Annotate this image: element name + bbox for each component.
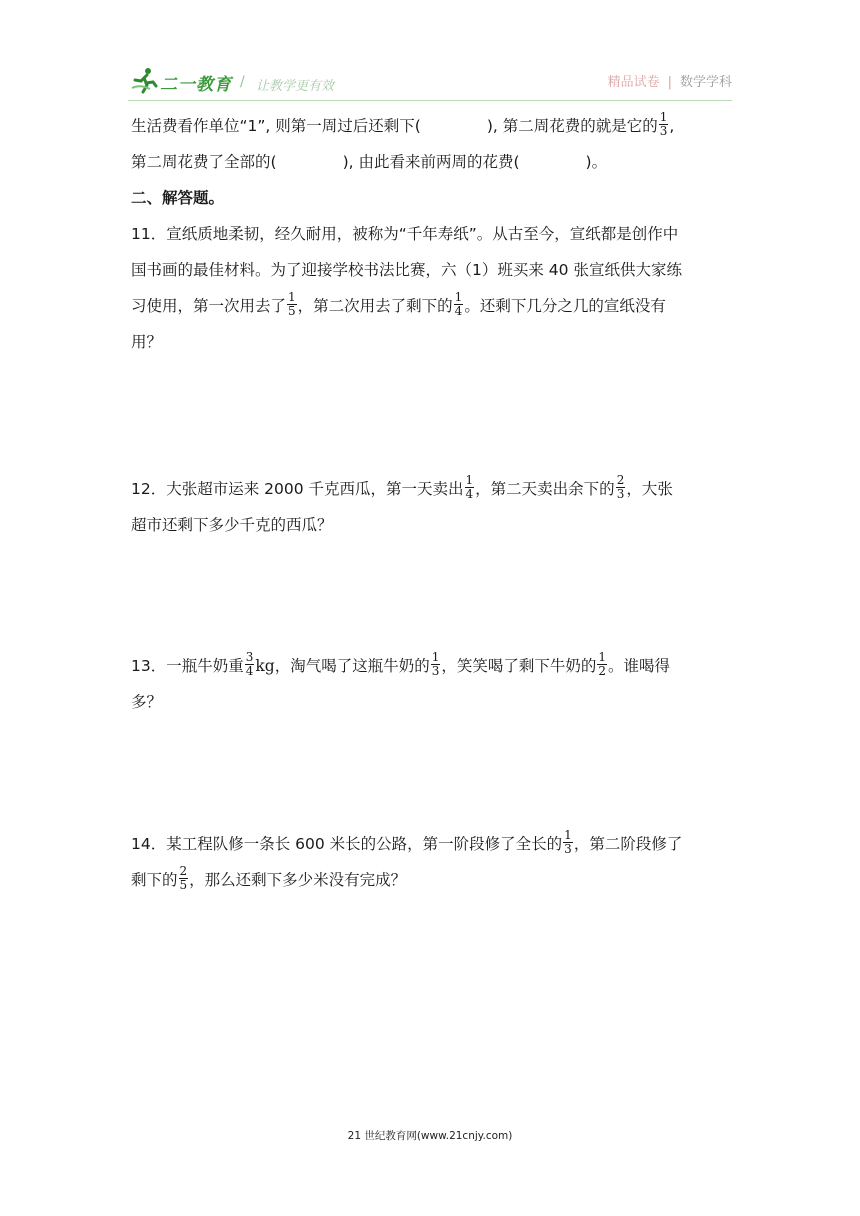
fraction (454, 291, 464, 318)
fraction-numerator: 1 (288, 290, 296, 304)
fraction (245, 651, 255, 678)
question-10-tail (131, 108, 731, 180)
fraction-denominator: 3 (564, 842, 572, 856)
q12-text: ，第二天卖出余下的 (475, 480, 615, 498)
header-divider (128, 100, 732, 101)
question-12 (131, 471, 673, 543)
page-footer: 21 世纪教育网(www.21cnjy.com) (347, 1130, 513, 1142)
q10-text: 第二周花费了全部的( (131, 153, 277, 171)
fraction-numerator: 1 (465, 473, 474, 487)
q11-line-1: 11．宣纸质地柔韧，经久耐用，被称为“千年寿纸”。从古至今，宣纸都是创作中 (131, 225, 679, 243)
unit-label: kg (255, 657, 275, 675)
question-14 (131, 826, 682, 898)
fraction-denominator: 4 (465, 487, 474, 501)
fraction-denominator: 3 (616, 487, 625, 501)
header-right (608, 71, 732, 90)
q13-line-1 (131, 648, 670, 684)
question-11 (131, 216, 731, 360)
logo-divider: / (240, 74, 245, 90)
fraction-numerator: 1 (454, 290, 463, 304)
q10-text: , (669, 117, 675, 135)
fraction-numerator: 1 (659, 110, 668, 124)
q12-text: 12．大张超市运来 2000 千克西瓜，第一天卖出 (131, 480, 464, 498)
q10-text: )。 (585, 153, 608, 171)
fraction (179, 865, 189, 892)
logo-slogan: 让教学更有效 (256, 79, 335, 94)
q11-text: ，第二次用去了剩下的 (297, 297, 453, 315)
q10-text: ), 由此看来前两周的花费( (342, 153, 520, 171)
q13-text: 13．一瓶牛奶重 (131, 657, 244, 675)
q11-line-2: 国书画的最佳材料。为了迎接学校书法比赛，六（1）班买来 40 张宣纸供大家练 (131, 261, 682, 279)
q12-line-1 (131, 471, 673, 507)
q12-text: ，大张 (626, 480, 673, 498)
q14-line-2 (131, 862, 682, 898)
q11-text: 习使用，第一次用去了 (131, 297, 287, 315)
q13-text: ，笑笑喝了剩下牛奶的 (441, 657, 597, 675)
fraction-numerator: 1 (431, 650, 440, 664)
q11-line-3 (131, 288, 731, 324)
runner-logo-icon (130, 66, 158, 94)
fraction (431, 651, 441, 678)
header-label: 精品试卷 (607, 75, 660, 90)
q10-text: ), 第二周花费的就是它的 (486, 117, 658, 135)
fraction-denominator: 3 (659, 124, 668, 138)
fraction (563, 829, 573, 856)
q14-text: 剩下的 (131, 871, 178, 889)
q11-line-4: 用？ (131, 333, 163, 351)
fraction-numerator: 2 (179, 864, 188, 878)
fraction-denominator: 4 (454, 304, 463, 318)
fraction-denominator: 3 (431, 664, 440, 678)
q12-line-2: 超市还剩下多少千克的西瓜？ (131, 516, 333, 534)
q14-text: ，第二阶段修了 (573, 835, 683, 853)
worksheet-content (131, 108, 731, 892)
fraction-denominator: 5 (179, 878, 188, 892)
fraction (659, 111, 669, 138)
fraction-numerator: 1 (564, 828, 572, 842)
section-2-title (131, 180, 731, 216)
q14-text: ，那么还剩下多少米没有完成？ (189, 871, 407, 889)
header-separator: | (667, 75, 672, 90)
fraction-numerator: 2 (616, 473, 625, 487)
fraction (287, 291, 297, 318)
fraction-denominator: 2 (598, 664, 607, 678)
q13-text: 。谁喝得 (608, 657, 671, 675)
fraction-numerator: 3 (245, 650, 254, 664)
fraction (465, 474, 475, 501)
header-subject: 数学学科 (679, 75, 732, 90)
section-title-text: 二、解答题。 (131, 189, 225, 207)
fraction-numerator: 1 (598, 650, 607, 664)
q14-text: 14．某工程队修一条长 600 米长的公路，第一阶段修了全长的 (131, 835, 563, 853)
q13-line-2: 多？ (131, 693, 163, 711)
logo-text: 二一教育 (160, 75, 232, 95)
q10-text: 生活费看作单位“1”, 则第一周过后还剩下( (131, 117, 421, 135)
page-header (128, 62, 732, 102)
q11-text: 。还剩下几分之几的宣纸没有 (464, 297, 666, 315)
fraction-denominator: 4 (245, 664, 254, 678)
question-13 (131, 648, 670, 720)
q14-line-1 (131, 826, 682, 862)
fraction-denominator: 5 (288, 304, 296, 318)
q10-line-2 (131, 144, 731, 180)
fraction (597, 651, 607, 678)
q13-text: ，淘气喝了这瓶牛奶的 (274, 657, 430, 675)
q10-line-1 (131, 108, 731, 144)
fraction (616, 474, 626, 501)
